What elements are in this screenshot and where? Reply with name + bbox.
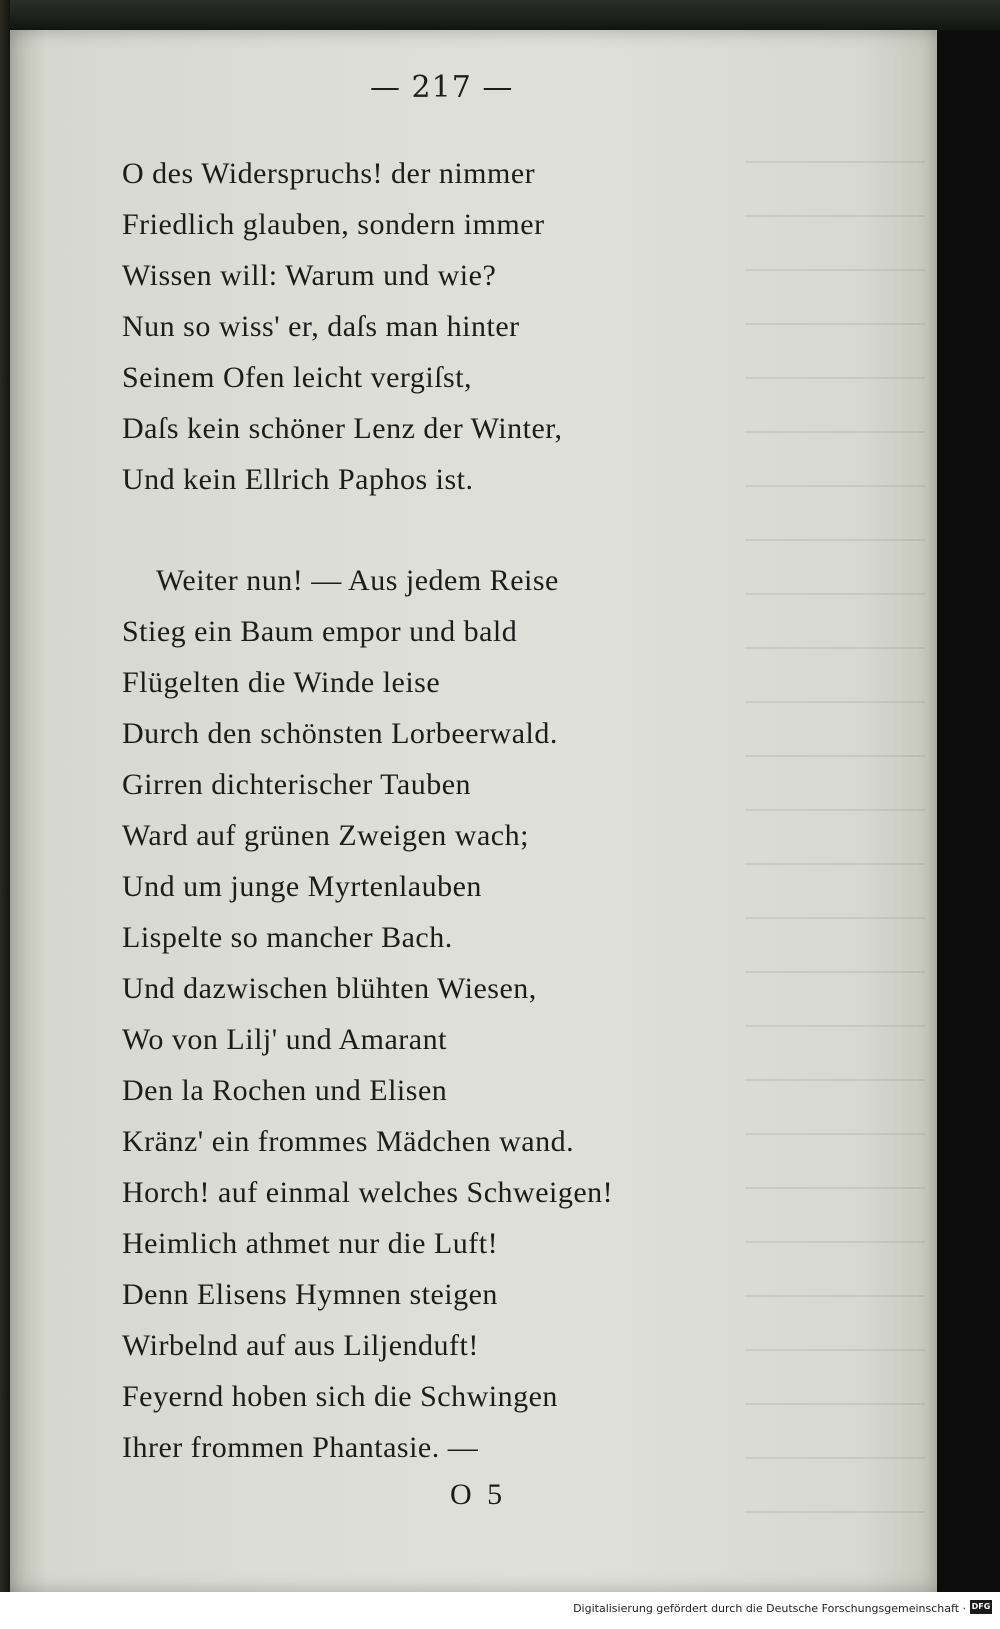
poem-line: Und um junge Myrtenlauben: [122, 870, 482, 903]
poem-line: O des Widerspruchs! der nimmer: [122, 157, 536, 190]
stanza-divider: [122, 505, 722, 555]
poem-line: Durch den schönsten Lorbeerwald.: [122, 717, 558, 750]
poem-line: Wissen will: Warum und wie?: [122, 259, 497, 292]
poem-line: Seinem Ofen leicht vergiſst,: [122, 361, 473, 394]
poem-line: Und dazwischen blühten Wiesen,: [122, 972, 537, 1005]
stanza-2: [122, 555, 722, 1473]
poem-line: Flügelten die Winde leise: [122, 666, 441, 699]
poem-line: Und kein Ellrich Paphos ist.: [122, 463, 474, 496]
poem-line: Ihrer frommen Phantasie. —: [122, 1431, 479, 1464]
poem-line: Lispelte so mancher Bach.: [122, 921, 453, 954]
poem-line: Heimlich athmet nur die Luft!: [122, 1227, 499, 1260]
digitization-footer: [0, 1592, 1000, 1629]
poem-line: Girren dichterischer Tauben: [122, 768, 472, 801]
poem-line: Horch! auf einmal welches Schweigen!: [122, 1176, 614, 1209]
poem-line: Stieg ein Baum empor und bald: [122, 615, 518, 648]
poem-line: Weiter nun! — Aus jedem Reise: [156, 564, 559, 597]
page-number: — 217 —: [370, 70, 514, 105]
signature-mark: O 5: [450, 1478, 507, 1511]
book-spine-edge: [0, 0, 10, 1629]
show-through-text: [745, 110, 925, 1550]
poem-line: Wo von Lilj' und Amarant: [122, 1023, 447, 1056]
poem-line: Wirbelnd auf aus Liljenduft!: [122, 1329, 479, 1362]
poem-body: [122, 148, 722, 1473]
book-page: [10, 30, 937, 1592]
dfg-logo-icon: DFG: [970, 1600, 992, 1614]
poem-line: Denn Elisens Hymnen steigen: [122, 1278, 498, 1311]
poem-line: Friedlich glauben, sondern immer: [122, 208, 545, 241]
poem-line: Den la Rochen und Elisen: [122, 1074, 448, 1107]
funding-credit: Digitalisierung gefördert durch die Deutsche Forschungsgemeinschaft ·: [573, 1602, 966, 1615]
poem-line: Daſs kein schöner Lenz der Winter,: [122, 412, 563, 445]
poem-line: Ward auf grünen Zweigen wach;: [122, 819, 529, 852]
book-cover-edge: [0, 0, 1000, 30]
stanza-1: [122, 148, 722, 505]
poem-line: Feyernd hoben sich die Schwingen: [122, 1380, 558, 1413]
poem-line: Nun so wiss' er, daſs man hinter: [122, 310, 520, 343]
poem-line: Kränz' ein frommes Mädchen wand.: [122, 1125, 575, 1158]
